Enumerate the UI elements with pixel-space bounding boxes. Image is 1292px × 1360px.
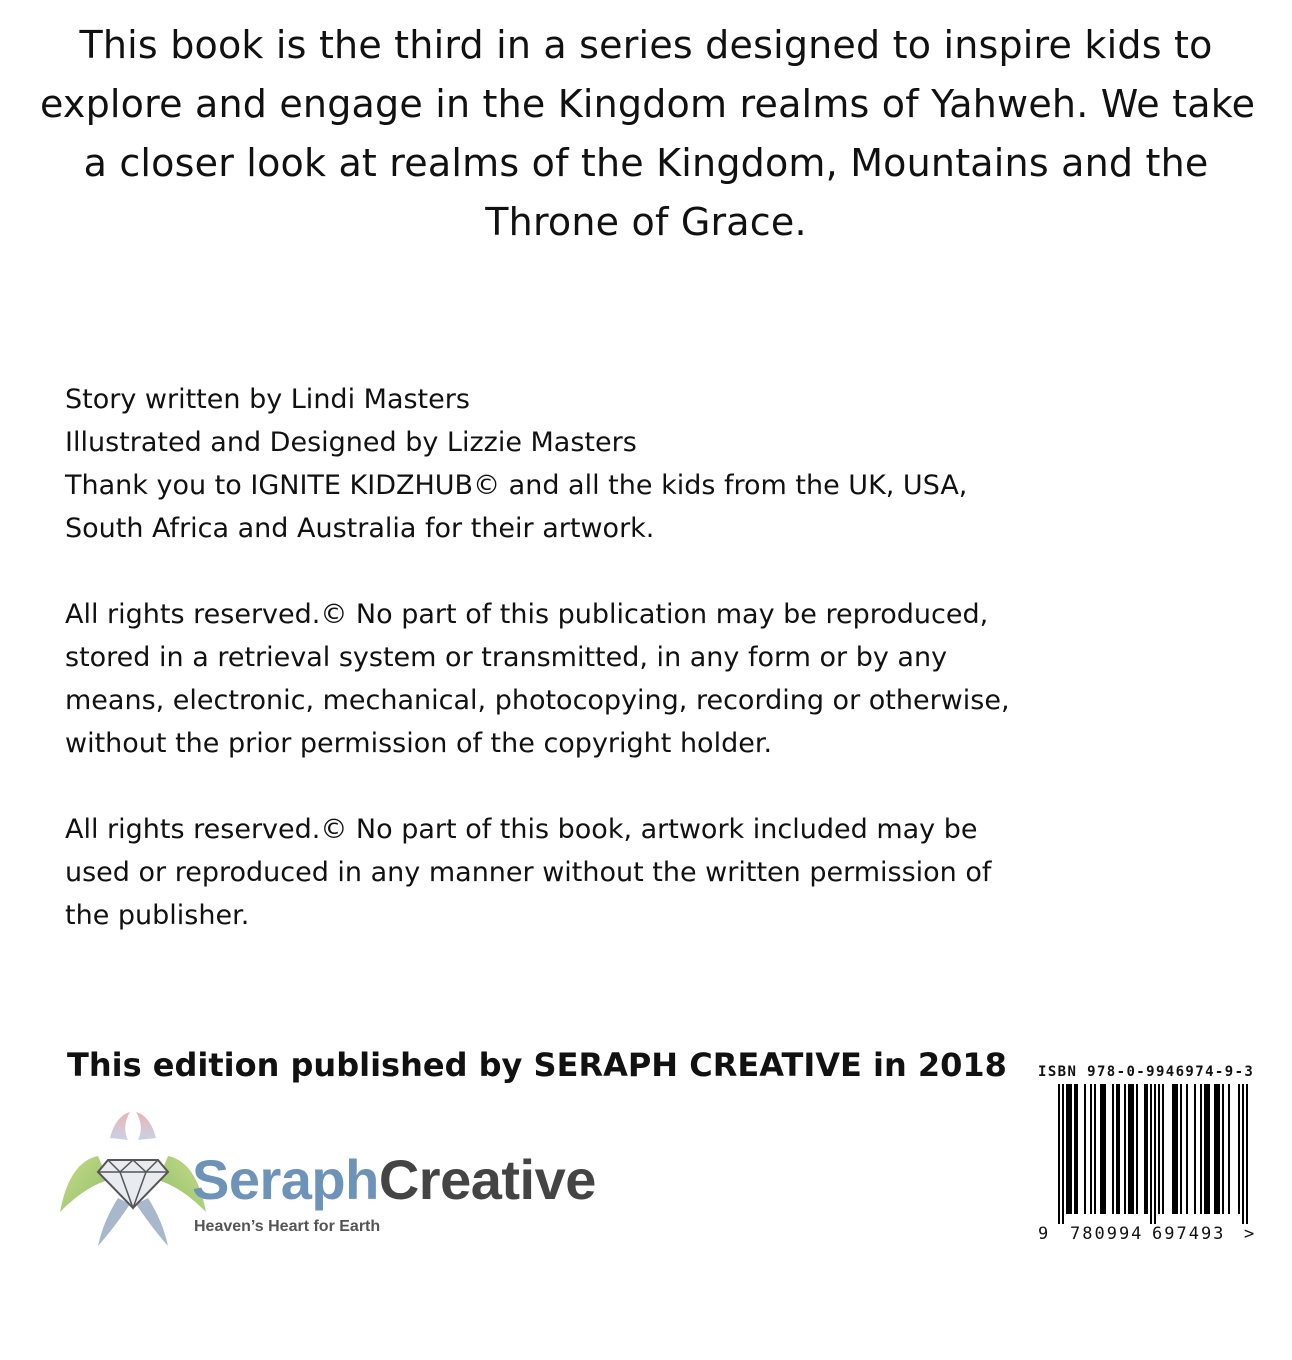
barcode-bar [1186, 1084, 1188, 1214]
logo-wordmark [192, 1147, 596, 1212]
barcode-bar [1102, 1084, 1104, 1214]
barcode-bar [1228, 1084, 1230, 1214]
barcode-bar [1118, 1084, 1120, 1214]
paragraph-gap [65, 550, 1025, 593]
blurb-line: This book is the third in a series designed to inspire kids to [79, 23, 1213, 67]
barcode-digits-left: 780994 [1070, 1224, 1144, 1244]
barcode-bar [1194, 1084, 1196, 1214]
rights-line: All rights reserved.© No part of this publication may be reproduced, [65, 599, 989, 630]
barcode-bar [1172, 1084, 1174, 1214]
logo-tagline: Heaven’s Heart for Earth [194, 1218, 381, 1235]
barcode-bar [1128, 1084, 1130, 1214]
barcode-bars [1030, 1084, 1262, 1224]
barcode-digits-right: 697493 [1152, 1224, 1226, 1244]
barcode-bar [1124, 1084, 1126, 1214]
barcode-bar [1218, 1084, 1220, 1214]
rights-line: stored in a retrieval system or transmitted, in any form or by any [65, 642, 948, 673]
barcode-bar [1206, 1084, 1208, 1214]
barcode-bar [1068, 1084, 1070, 1214]
rights-line: without the prior permission of the copyright holder. [65, 728, 773, 759]
barcode-bar [1214, 1084, 1216, 1214]
barcode-bar [1062, 1084, 1064, 1224]
credits-section [65, 378, 1025, 937]
publisher-logo [58, 1110, 638, 1255]
rights-line: All rights reserved.© No part of this book, artwork included may be [65, 814, 978, 845]
barcode-digit-first: 9 [1038, 1224, 1049, 1244]
barcode-bar [1112, 1084, 1114, 1214]
barcode-bar [1066, 1084, 1068, 1214]
rights-line: means, electronic, mechanical, photocopying, recording or otherwise, [65, 685, 1010, 716]
barcode-bar [1180, 1084, 1182, 1214]
barcode-bar [1074, 1084, 1076, 1214]
barcode-bar [1242, 1084, 1244, 1224]
barcode-bar [1150, 1084, 1152, 1224]
isbn-label: ISBN 978-0-9946974-9-3 [1038, 1064, 1255, 1080]
barcode-bar [1174, 1084, 1176, 1214]
blurb-line: explore and engage in the Kingdom realms of Yahweh. We take [40, 82, 1256, 126]
barcode-bar [1200, 1084, 1202, 1214]
credit-line-thanks-cont: South Africa and Australia for their artwork. [65, 513, 655, 544]
barcode-bar [1246, 1084, 1248, 1224]
isbn-barcode [1030, 1064, 1262, 1250]
barcode-arrow: > [1244, 1224, 1255, 1244]
barcode-bar [1136, 1084, 1138, 1214]
barcode-bar [1222, 1084, 1224, 1214]
barcode-bar [1154, 1084, 1156, 1224]
blurb-line: a closer look at realms of the Kingdom, Mountains and the [83, 141, 1209, 185]
barcode-bar [1058, 1084, 1060, 1224]
barcode-bar [1116, 1084, 1118, 1214]
back-cover-blurb [40, 16, 1256, 252]
barcode-bar [1094, 1084, 1096, 1214]
barcode-bar [1216, 1084, 1218, 1214]
credit-line-illustrator: Illustrated and Designed by Lizzie Masters [65, 427, 637, 458]
barcode-bar [1130, 1084, 1132, 1214]
diamond-wings-icon [58, 1110, 208, 1250]
credit-line-author: Story written by Lindi Masters [65, 384, 470, 415]
blurb-line: Throne of Grace. [485, 200, 807, 244]
barcode-bar [1238, 1084, 1240, 1214]
barcode-bar [1104, 1084, 1106, 1214]
barcode-bar [1144, 1084, 1146, 1214]
logo-word-seraph: Seraph [192, 1148, 379, 1211]
barcode-bar [1132, 1084, 1134, 1214]
barcode-bar [1176, 1084, 1178, 1214]
barcode-bar [1204, 1084, 1206, 1214]
barcode-bar [1158, 1084, 1160, 1214]
edition-statement: This edition published by SERAPH CREATIVE in 2018 [67, 1046, 1007, 1084]
rights-line: used or reproduced in any manner without the written permission of [65, 857, 992, 888]
barcode-bar [1146, 1084, 1148, 1214]
paragraph-gap [65, 765, 1025, 808]
barcode-bar [1208, 1084, 1210, 1214]
barcode-bar [1162, 1084, 1164, 1214]
barcode-bar [1076, 1084, 1078, 1214]
credit-line-thanks: Thank you to IGNITE KIDZHUB© and all the kids from the UK, USA, [65, 470, 968, 501]
barcode-bar [1090, 1084, 1092, 1214]
barcode-bar [1100, 1084, 1102, 1214]
barcode-bar [1084, 1084, 1086, 1214]
barcode-bar [1070, 1084, 1072, 1214]
logo-word-creative: Creative [378, 1148, 596, 1211]
rights-line: the publisher. [65, 900, 250, 931]
